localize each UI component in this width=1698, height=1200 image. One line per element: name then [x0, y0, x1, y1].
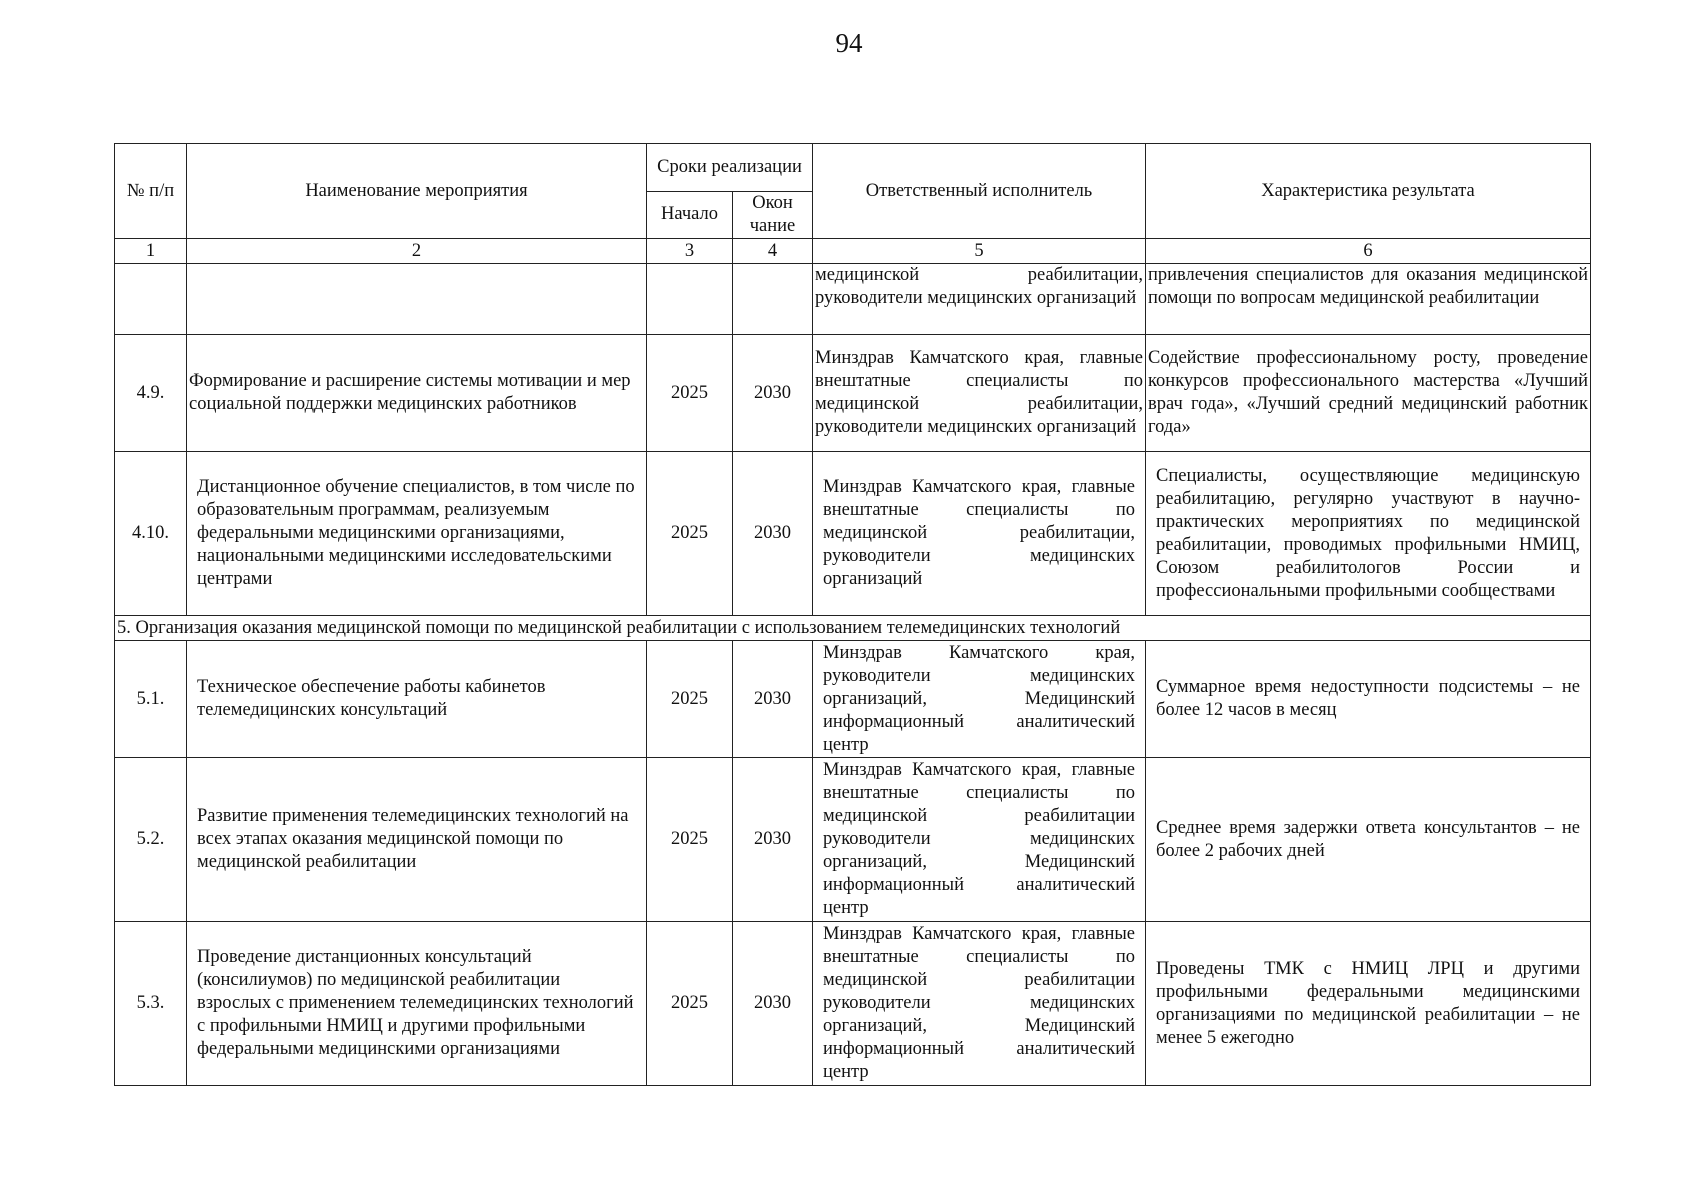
row-name — [187, 264, 647, 335]
section-title: 5. Организация оказания медицинской помощи по медицинской реабилитации с использованием телемедицинских технологий — [115, 616, 1591, 641]
row-num — [115, 264, 187, 335]
header-name: Наименование мероприятия — [187, 144, 647, 239]
row-end: 2030 — [733, 758, 813, 922]
row-executor: Минздрав Камчатского края, главные внештатные специалисты по медицинской реабилитации руководители медицинских организаций, Медицинский информационный аналитический центр — [813, 922, 1146, 1086]
header-start: Начало — [647, 191, 733, 239]
column-number-row — [115, 239, 1591, 264]
table-row — [115, 264, 1591, 335]
row-result: Среднее время задержки ответа консультантов – не более 2 рабочих дней — [1146, 758, 1591, 922]
table-row — [115, 922, 1591, 1086]
activities-table — [114, 143, 1591, 1086]
row-end — [733, 264, 813, 335]
column-number: 5 — [813, 239, 1146, 264]
row-num: 5.1. — [115, 641, 187, 758]
row-executor: Минздрав Камчатского края, главные внештатные специалисты по медицинской реабилитации руководители медицинских организаций, Медицинский информационный аналитический центр — [813, 758, 1146, 922]
header-executor: Ответственный исполнитель — [813, 144, 1146, 239]
header-end: Окон чание — [733, 191, 813, 239]
row-name: Техническое обеспечение работы кабинетов телемедицинских консультаций — [187, 641, 647, 758]
row-start: 2025 — [647, 641, 733, 758]
row-end: 2030 — [733, 922, 813, 1086]
row-executor: медицинской реабилитации, руководители медицинских организаций — [813, 264, 1146, 335]
row-num: 5.2. — [115, 758, 187, 922]
table-row — [115, 641, 1591, 758]
row-end: 2030 — [733, 335, 813, 452]
row-result: Суммарное время недоступности подсистемы – не более 12 часов в месяц — [1146, 641, 1591, 758]
row-start: 2025 — [647, 922, 733, 1086]
table-header-row — [115, 144, 1591, 192]
row-executor: Минздрав Камчатского края, главные внештатные специалисты по медицинской реабилитации, руководители медицинских организаций — [813, 335, 1146, 452]
row-name: Дистанционное обучение специалистов, в том числе по образовательным программам, реализуемым федеральными медицинскими организациями, национальными медицинскими исследовательскими центрами — [187, 452, 647, 616]
row-num: 4.10. — [115, 452, 187, 616]
row-name: Формирование и расширение системы мотивации и мер социальной поддержки медицинских работников — [187, 335, 647, 452]
header-terms: Сроки реализации — [647, 144, 813, 192]
column-number: 2 — [187, 239, 647, 264]
row-num: 4.9. — [115, 335, 187, 452]
row-end: 2030 — [733, 452, 813, 616]
page-number: 94 — [835, 28, 863, 58]
row-name: Проведение дистанционных консультаций (консилиумов) по медицинской реабилитации взрослых с применением телемедицинских технологий с профильными НМИЦ и другими профильными федеральными медицинскими организациями — [187, 922, 647, 1086]
header-result: Характеристика результата — [1146, 144, 1591, 239]
row-num: 5.3. — [115, 922, 187, 1086]
table-row — [115, 758, 1591, 922]
row-result: Проведены ТМК с НМИЦ ЛРЦ и другими профильными федеральными медицинскими организациями по медицинской реабилитации – не менее 5 ежегодно — [1146, 922, 1591, 1086]
column-number: 1 — [115, 239, 187, 264]
column-number: 4 — [733, 239, 813, 264]
column-number: 6 — [1146, 239, 1591, 264]
table-row — [115, 452, 1591, 616]
row-result: привлечения специалистов для оказания медицинской помощи по вопросам медицинской реабилитации — [1146, 264, 1591, 335]
row-start: 2025 — [647, 758, 733, 922]
row-start — [647, 264, 733, 335]
row-executor: Минздрав Камчатского края, руководители медицинских организаций, Медицинский информационный аналитический центр — [813, 641, 1146, 758]
row-start: 2025 — [647, 452, 733, 616]
row-start: 2025 — [647, 335, 733, 452]
column-number: 3 — [647, 239, 733, 264]
section-row — [115, 616, 1591, 641]
row-end: 2030 — [733, 641, 813, 758]
row-result: Специалисты, осуществляющие медицинскую реабилитацию, регулярно участвуют в научно-практических мероприятиях по медицинской реабилитации, проводимых профильными НМИЦ, Союзом реабилитологов России и профессиональными профильными сообществами — [1146, 452, 1591, 616]
row-name: Развитие применения телемедицинских технологий на всех этапах оказания медицинской помощи по медицинской реабилитации — [187, 758, 647, 922]
row-result: Содействие профессиональному росту, проведение конкурсов профессионального мастерства «Лучший врач года», «Лучший средний медицинский работник года» — [1146, 335, 1591, 452]
table-row — [115, 335, 1591, 452]
row-executor: Минздрав Камчатского края, главные внештатные специалисты по медицинской реабилитации, руководители медицинских организаций — [813, 452, 1146, 616]
header-num: № п/п — [115, 144, 187, 239]
